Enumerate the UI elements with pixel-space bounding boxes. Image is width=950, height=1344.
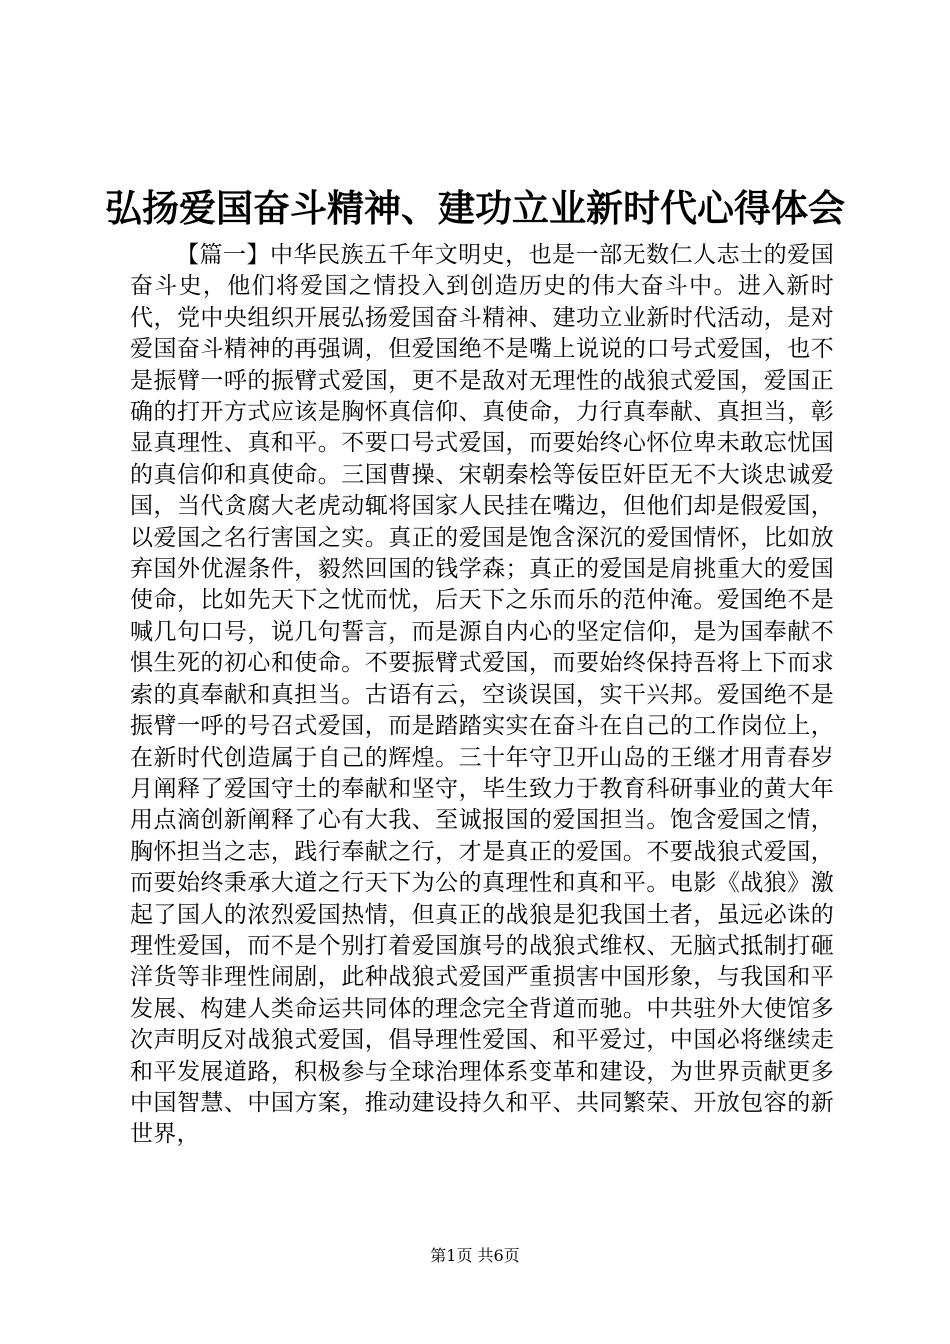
page-number-footer: 第1页 共6页 [430,1246,520,1265]
document-body-paragraph: 【篇一】中华民族五千年文明史，也是一部无数仁人志士的爱国奋斗史，他们将爱国之情投入到创造历史的伟大奋斗中。进入新时代，党中央组织开展弘扬爱国奋斗精神、建功立业新时代活动，是对爱国奋斗精神的再强调，但爱国绝不是嘴上说说的口号式爱国，也不是振臂一呼的振臂式爱国，更不是敌对无理性的战狼式爱国，爱国正确的打开方式应该是胸怀真信仰、真使命，力行真奉献、真担当，彰显真理性、真和平。不要口号式爱国，而要始终心怀位卑未敢忘忧国的真信仰和真使命。三国曹操、宋朝秦桧等佞臣奸臣无不大谈忠诚爱国，当代贪腐大老虎动辄将国家人民挂在嘴边，但他们却是假爱国，以爱国之名行害国之实。真正的爱国是饱含深沉的爱国情怀，比如放弃国外优渥条件，毅然回国的钱学森；真正的爱国是肩挑重大的爱国使命，比如先天下之忧而忧，后天下之乐而乐的范仲淹。爱国绝不是喊几句口号，说几句誓言，而是源自内心的坚定信仰，是为国奉献不惧生死的初心和使命。不要振臂式爱国，而要始终保持吾将上下而求索的真奉献和真担当。古语有云，空谈误国，实干兴邦。爱国绝不是振臂一呼的号召式爱国，而是踏踏实实在奋斗在自己的工作岗位上，在新时代创造属于自己的辉煌。三十年守卫开山岛的王继才用青春岁月阐释了爱国守土的奉献和坚守，毕生致力于教育科研事业的黄大年用点滴创新阐释了心有大我、至诚报国的爱国担当。饱含爱国之情，胸怀担当之志，践行奉献之行，才是真正的爱国。不要战狼式爱国，而要始终秉承大道之行天下为公的真理性和真和平。电影《战狼》激起了国人的浓烈爱国热情，但真正的战狼是犯我国土者，虽远必诛的理性爱国，而不是个别打着爱国旗号的战狼式维权、无脑式抵制打砸洋货等非理性闹剧，此种战狼式爱国严重损害中国形象，与我国和平发展、构建人类命运共同体的理念完全背道而驰。中共驻外大使馆多次声明反对战狼式爱国，倡导理性爱国、和平爱过，中国必将继续走和平发展道路，积极参与全球治理体系变革和建设，为世界贡献更多中国智慧、中国方案，推动建设持久和平、共同繁荣、开放包容的新世界， [130,242,834,1148]
document-title: 弘扬爱国奋斗精神、建功立业新时代心得体会 [105,186,845,230]
